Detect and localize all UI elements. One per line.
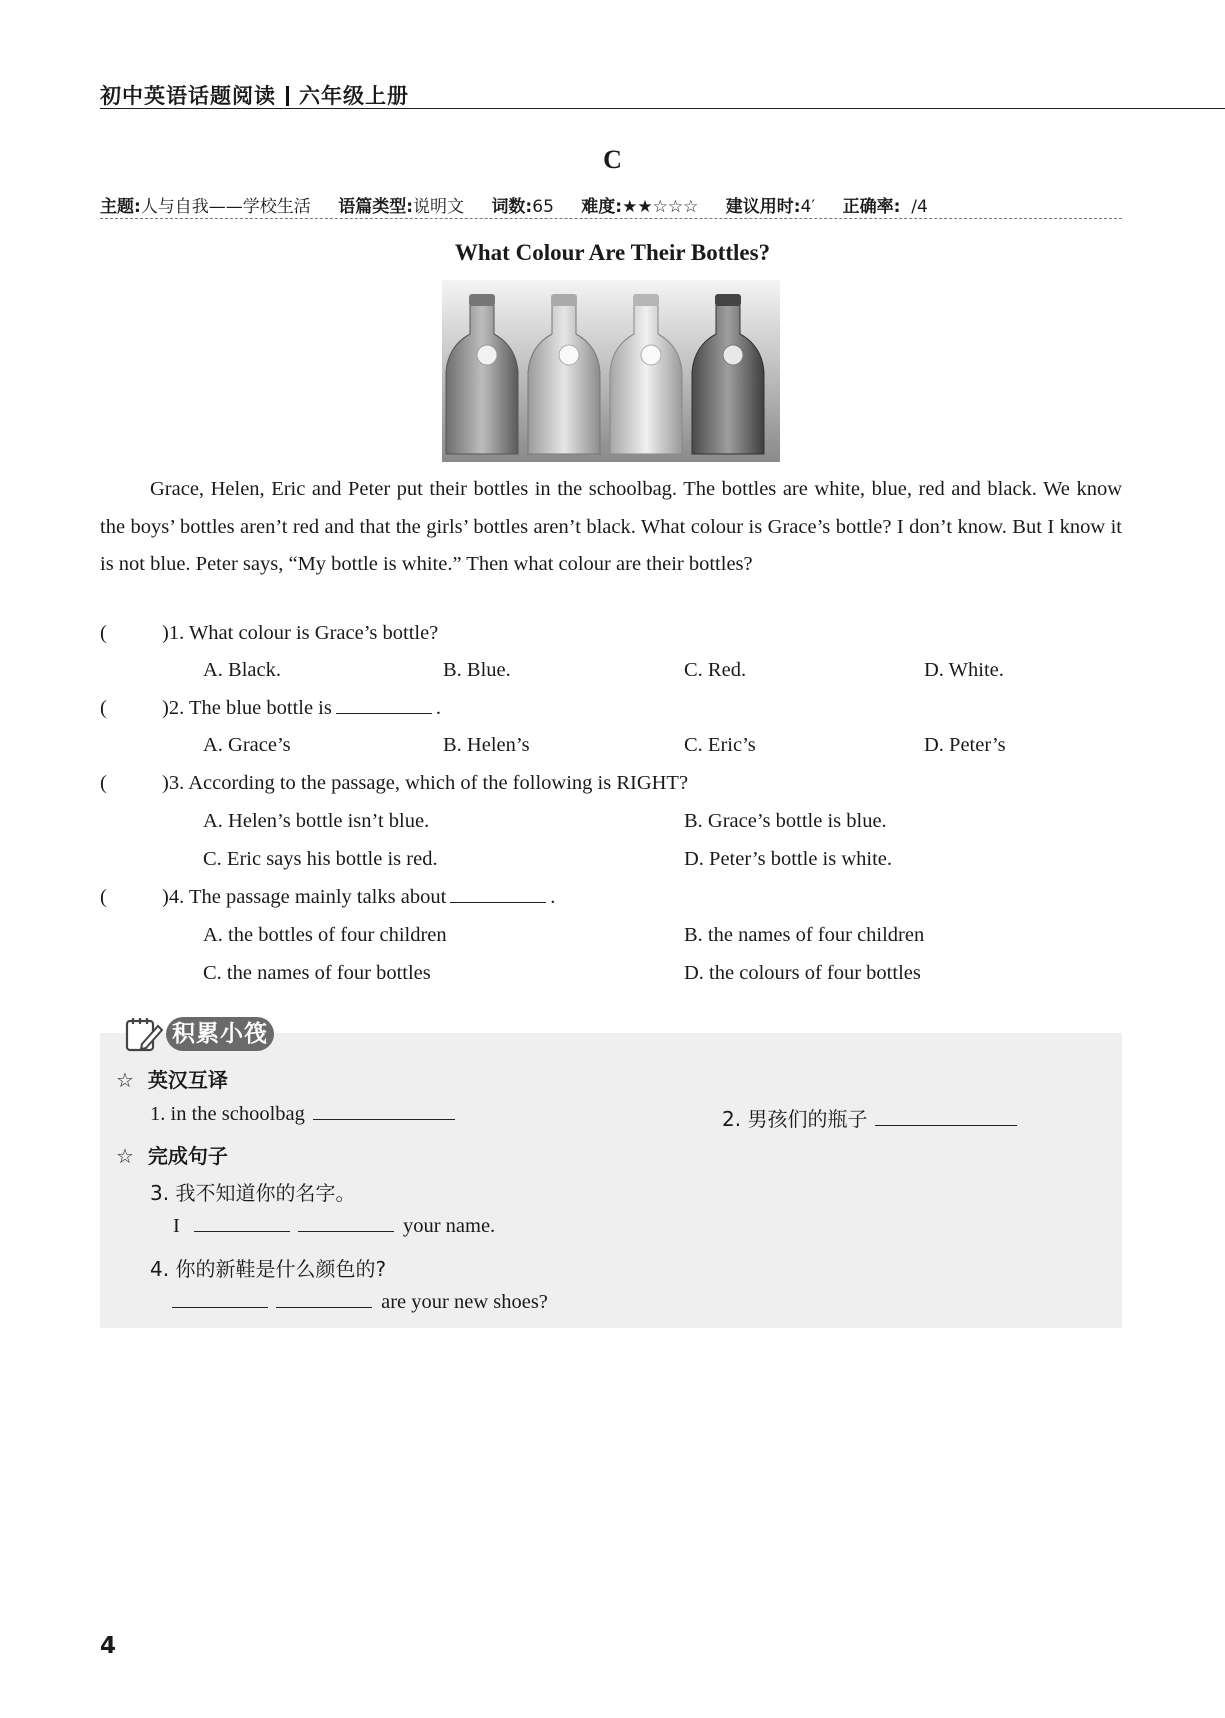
answer-blank [875,1109,1017,1126]
item-2-text: 2. 男孩们的瓶子 [722,1107,868,1131]
accuracy-label: 正确率: [842,197,901,217]
header-separator [286,86,289,106]
answer-paren-open: ( [100,886,107,908]
option-a: A. Grace’s [203,734,291,756]
difficulty-stars: ★★☆☆☆ [622,197,699,217]
option-a: A. Black. [203,659,281,681]
question-stem: 2. The blue bottle is [168,697,332,719]
question-stem: 1. What colour is Grace’s bottle? [168,622,439,644]
answer-paren-open: ( [100,697,107,719]
option-c: C. Eric’s [684,734,756,756]
header-rule [100,108,1225,109]
section-title: 英汉互译 [147,1068,228,1092]
answer-blank [194,1215,290,1232]
answer-blank [313,1103,455,1120]
sentence-3-end: your name. [402,1215,496,1237]
accuracy-value: /4 [900,197,928,217]
star-icon: ☆ [116,1068,134,1092]
answer-blank [298,1215,394,1232]
option-c: C. the names of four bottles [203,962,431,984]
bottles-photo [442,280,780,462]
answer-paren-close: ) [162,772,169,794]
theme-value: 人与自我——学校生活 [140,197,311,217]
question-stem-end: . [435,697,441,719]
notebook-pencil-icon [124,1014,164,1054]
answer-blank [450,886,546,903]
option-b: B. Grace’s bottle is blue. [684,810,887,832]
theme-label: 主题: [100,197,141,217]
sentence-3-chinese: 3. 我不知道你的名字。 [150,1181,356,1205]
option-b: B. Helen’s [443,734,530,756]
time-value: 4′ [800,197,816,217]
option-d: D. Peter’s bottle is white. [684,848,893,870]
option-b: B. the names of four children [684,924,925,946]
translation-item-1 [150,1103,455,1126]
option-d: D. White. [924,659,1004,681]
passage-title: What Colour Are Their Bottles? [454,240,771,265]
page-number: 4 [100,1633,117,1659]
item-1-text: 1. in the schoolbag [150,1103,305,1125]
section-letter: C [603,145,622,174]
question-stem-end: . [550,886,556,908]
section-complete-sentences [116,1140,228,1169]
type-value: 说明文 [413,197,465,217]
answer-paren-close: ) [162,622,169,644]
difficulty-label: 难度: [581,197,623,217]
running-header [100,80,409,110]
sentence-4-answer [172,1291,548,1314]
option-a: A. the bottles of four children [203,924,447,946]
answer-blank [172,1291,268,1308]
sentence-3-start: I [173,1215,180,1237]
answer-paren-close: ) [162,697,169,719]
sentence-4-chinese: 4. 你的新鞋是什么颜色的? [150,1257,387,1281]
section-title: 完成句子 [147,1144,228,1168]
passage-text: Grace, Helen, Eric and Peter put their bottles in the schoolbag. The bottles are white, blue, red and black. We know the boys’ bottles aren’t red and that the girls’ bottles aren’t black. What colour is Grace’s bottle? I don’t know. But I know it is not blue. Peter says, “My bottle is white.” Then what colour are their bottles? [100,478,1122,575]
book-title: 初中英语话题阅读 [100,84,276,108]
question-2 [100,697,441,720]
words-value: 65 [532,197,554,217]
question-3 [100,772,688,795]
sentence-4-end: are your new shoes? [381,1291,548,1313]
option-c: C. Eric says his bottle is red. [203,848,438,870]
answer-paren-open: ( [100,622,107,644]
answer-paren-close: ) [162,886,169,908]
type-label: 语篇类型: [338,197,414,217]
option-a: A. Helen’s bottle isn’t blue. [203,810,430,832]
option-b: B. Blue. [443,659,511,681]
answer-blank [276,1291,372,1308]
question-stem: 4. The passage mainly talks about [168,886,447,908]
question-1 [100,622,438,645]
answer-blank [336,697,432,714]
time-label: 建议用时: [725,197,801,217]
meta-dashed-rule [100,218,1122,219]
question-4 [100,886,555,909]
answer-paren-open: ( [100,772,107,794]
grade-label: 六年级上册 [299,84,409,108]
accumulation-title: 积累小筏 [166,1017,274,1051]
option-d: D. the colours of four bottles [684,962,921,984]
option-d: D. Peter’s [924,734,1006,756]
sentence-3-answer [173,1215,495,1238]
words-label: 词数: [491,197,533,217]
question-stem: 3. According to the passage, which of the following is RIGHT? [168,772,689,794]
meta-bar [100,192,1122,217]
translation-item-2 [722,1103,1017,1132]
option-c: C. Red. [684,659,747,681]
star-icon: ☆ [116,1144,134,1168]
section-en-cn-translation [116,1064,228,1093]
